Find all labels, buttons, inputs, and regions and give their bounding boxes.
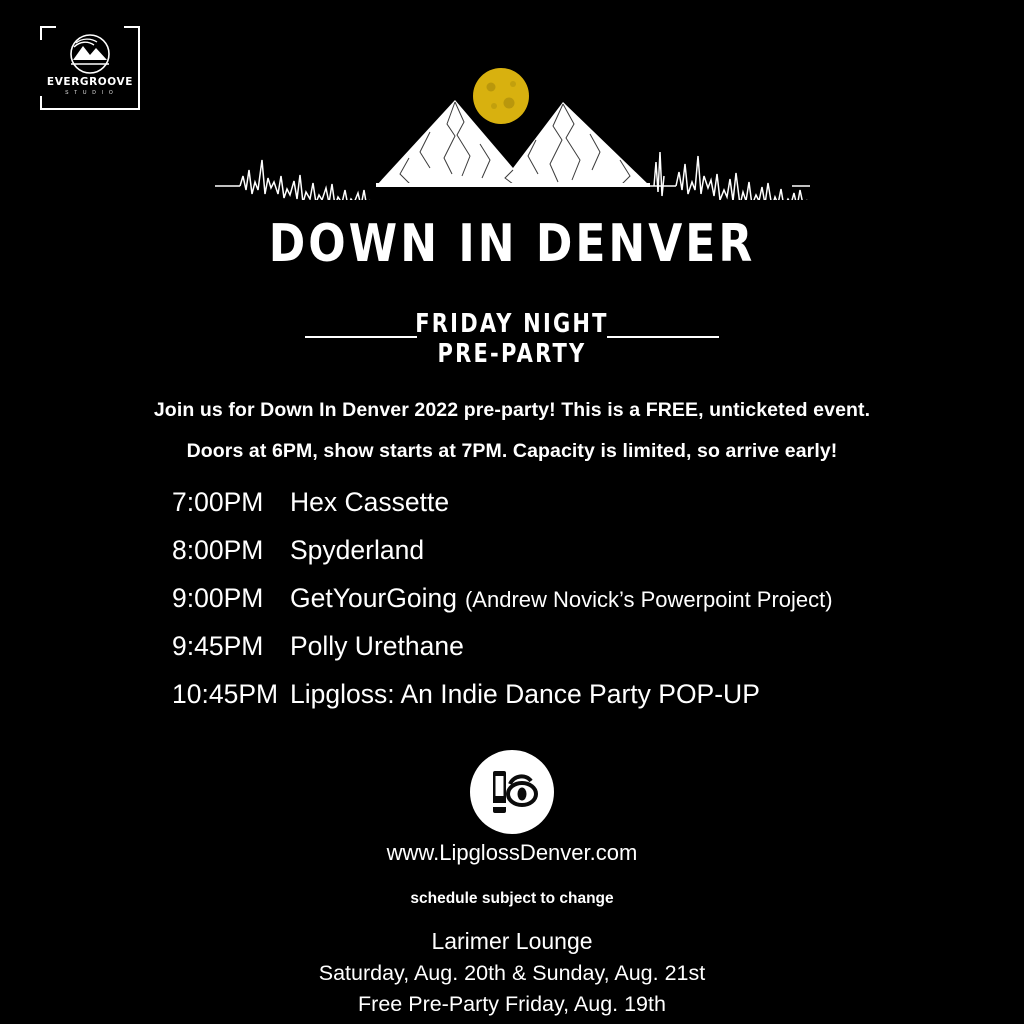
- list-item: [172, 487, 932, 535]
- schedule-time: 9:45PM: [172, 631, 264, 661]
- hero-artwork: [0, 40, 1024, 200]
- venue-preparty: Free Pre-Party Friday, Aug. 19th: [358, 991, 666, 1016]
- schedule-act: Hex Cassette: [290, 487, 450, 517]
- subtitle-line-1: FRIDAY NIGHT: [415, 308, 609, 338]
- subtitle-line-2: PRE-PARTY: [437, 339, 587, 369]
- schedule-list: [172, 487, 932, 727]
- logo-frame-notch-top: [56, 23, 124, 29]
- venue-dates: Saturday, Aug. 20th & Sunday, Aug. 21st: [318, 961, 706, 986]
- venue-name: Larimer Lounge: [431, 928, 593, 954]
- full-moon-icon: [473, 68, 529, 124]
- schedule-note: (Andrew Novick’s Powerpoint Project): [464, 587, 833, 612]
- schedule-time: 9:00PM: [172, 583, 264, 613]
- schedule-time: 8:00PM: [172, 535, 264, 565]
- list-item: [172, 583, 932, 631]
- event-title: DOWN IN DENVER: [268, 214, 756, 275]
- list-item: [172, 679, 932, 727]
- website-link[interactable]: www.LipglossDenver.com: [386, 840, 638, 865]
- schedule-disclaimer: schedule subject to change: [410, 890, 614, 907]
- lipgloss-tube-icon: [470, 750, 554, 834]
- list-item: [172, 535, 932, 583]
- studio-logo-name: EVERGROOVE: [46, 76, 134, 88]
- lipgloss-badge: [470, 750, 554, 834]
- list-item: [172, 631, 932, 679]
- schedule-act: GetYourGoing: [290, 583, 457, 613]
- schedule-act: Lipgloss: An Indie Dance Party POP-UP: [290, 679, 760, 709]
- schedule-act: Spyderland: [290, 535, 425, 565]
- intro-line-1: Join us for Down In Denver 2022 pre-party! This is a FREE, unticketed event.: [153, 399, 871, 421]
- schedule-time: 10:45PM: [172, 679, 279, 709]
- venue-block: [0, 925, 1024, 1019]
- schedule-act: Polly Urethane: [290, 631, 464, 661]
- subtitle-block: [0, 305, 1024, 369]
- hero-svg: [0, 40, 1024, 200]
- studio-logo-subtitle: S T U D I O: [65, 90, 115, 96]
- intro-paragraph: [0, 390, 1024, 472]
- schedule-time: 7:00PM: [172, 487, 264, 517]
- intro-line-2: Doors at 6PM, show starts at 7PM. Capacity is limited, so arrive early!: [186, 439, 838, 462]
